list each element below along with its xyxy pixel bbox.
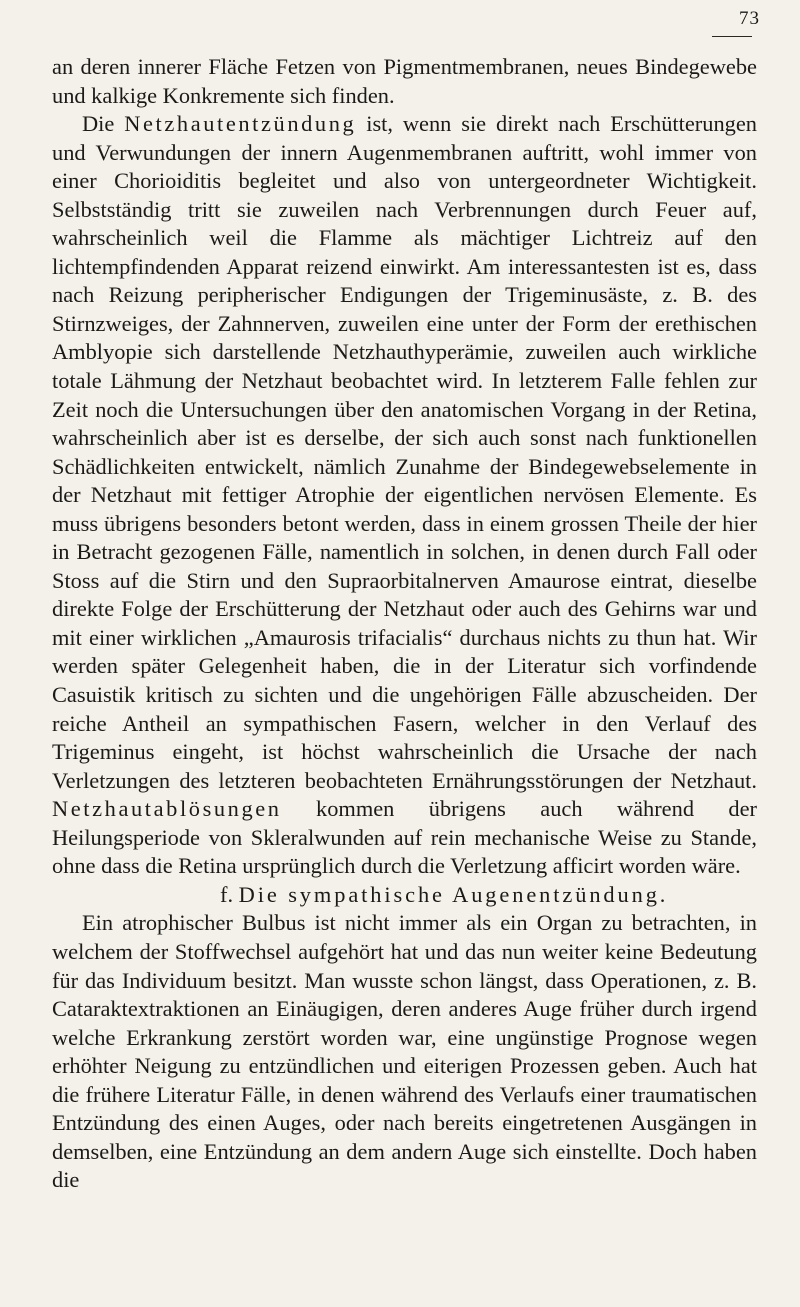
paragraph-netzhautentzuendung [52,110,757,881]
page-number: 73 [739,8,760,29]
section-heading [52,881,757,910]
section-letter: f. [220,881,234,907]
body-text [52,53,757,1195]
paragraph-sympathische: Ein atrophischer Bulbus ist nicht immer als ein Organ zu betrachten, in welchem der Stoffwechsel aufgehört hat und das nun weiter keine Bedeutung für das Individuum besitzt. Man wusste schon längst, dass Operationen, z. B. Cataraktextraktionen an Einäugigen, deren anderes Auge früher durch irgend welche Erkrankung zerstört worden war, eine ungünstige Prognose wegen erhöhter Neigung zu entzündlichen und eiterigen Prozessen geben. Auch hat die frühere Literatur Fälle, in denen während des Verlaufs einer traumatischen Entzündung des einen Auges, oder nach bereits eingetretenen Ausgängen in demselben, eine Entzündung an dem andern Auge sich einstellte. Doch haben die [52,910,757,1193]
paragraph-continuation: an deren innerer Fläche Fetzen von Pigmentmembranen, neues Bindegewebe und kalkige Konkremente sich finden. [52,54,757,108]
term-netzhautabloesungen: Netzhautablösungen [52,796,282,822]
paragraph-lead: Die [82,111,115,137]
section-title: Die sympathische Augenentzündung. [238,881,669,907]
paragraph-body: ist, wenn sie direkt nach Erschütterungen und Verwundungen der innern Augenmembranen auftritt, wohl immer von einer Chorioiditis begleitet und also von untergeordneter Wichtigkeit. Selbstständig tritt sie zuweilen nach Verbrennungen durch Feuer auf, wahrscheinlich weil die Flamme als mächtiger Lichtreiz auf den lichtempfindenden Apparat reizend einwirkt. Am interessantesten ist es, dass nach Reizung peripherischer Endigungen der Trigeminusäste, z. B. des Stirnzweiges, der Zahnnerven, zuweilen eine unter der Form der erethischen Amblyopie sich darstellende Netzhauthyperämie, zuweilen auch wirkliche totale Lähmung der Netzhaut beobachtet wird. In letzterem Falle fehlen zur Zeit noch die Untersuchungen über den anatomischen Vorgang in der Retina, wahrscheinlich aber ist es derselbe, der sich auch sonst nach funktionellen Schädlichkeiten entwickelt, nämlich Zunahme der Bindegewebselemente in der Netzhaut mit fettiger Atrophie der eigentlichen nervösen Elemente. Es muss übrigens besonders betont werden, dass in einem grossen Theile der hier in Betracht gezogenen Fälle, namentlich in solchen, in denen durch Fall oder Stoss auf die Stirn und den Supraorbitalnerven Amaurose eintrat, dieselbe direkte Folge der Erschütterung der Netzhaut oder auch des Gehirns war und mit einer wirklichen „Amaurosis trifacialis“ durchaus nichts zu thun hat. Wir werden später Gelegenheit haben, die in der Literatur sich vorfindende Casuistik kritisch zu sichten und die ungehörigen Fälle abzuscheiden. Der reiche Antheil an sympathischen Fasern, welcher in den Verlauf des Trigeminus eingeht, ist höchst wahrscheinlich die Ursache der nach Verletzungen des letzteren beobachteten Ernährungsstörungen der Netzhaut. [52,111,757,793]
term-netzhautentzuendung: Netzhautentzündung [124,111,357,137]
paragraph-tail: kommen übrigens auch während der Heilungsperiode von Skleralwunden auf rein mechanische Weise zu Stande, ohne dass die Retina ursprünglich durch die Verletzung afficirt worden wäre. [52,796,757,879]
page-number-underline [712,36,752,37]
